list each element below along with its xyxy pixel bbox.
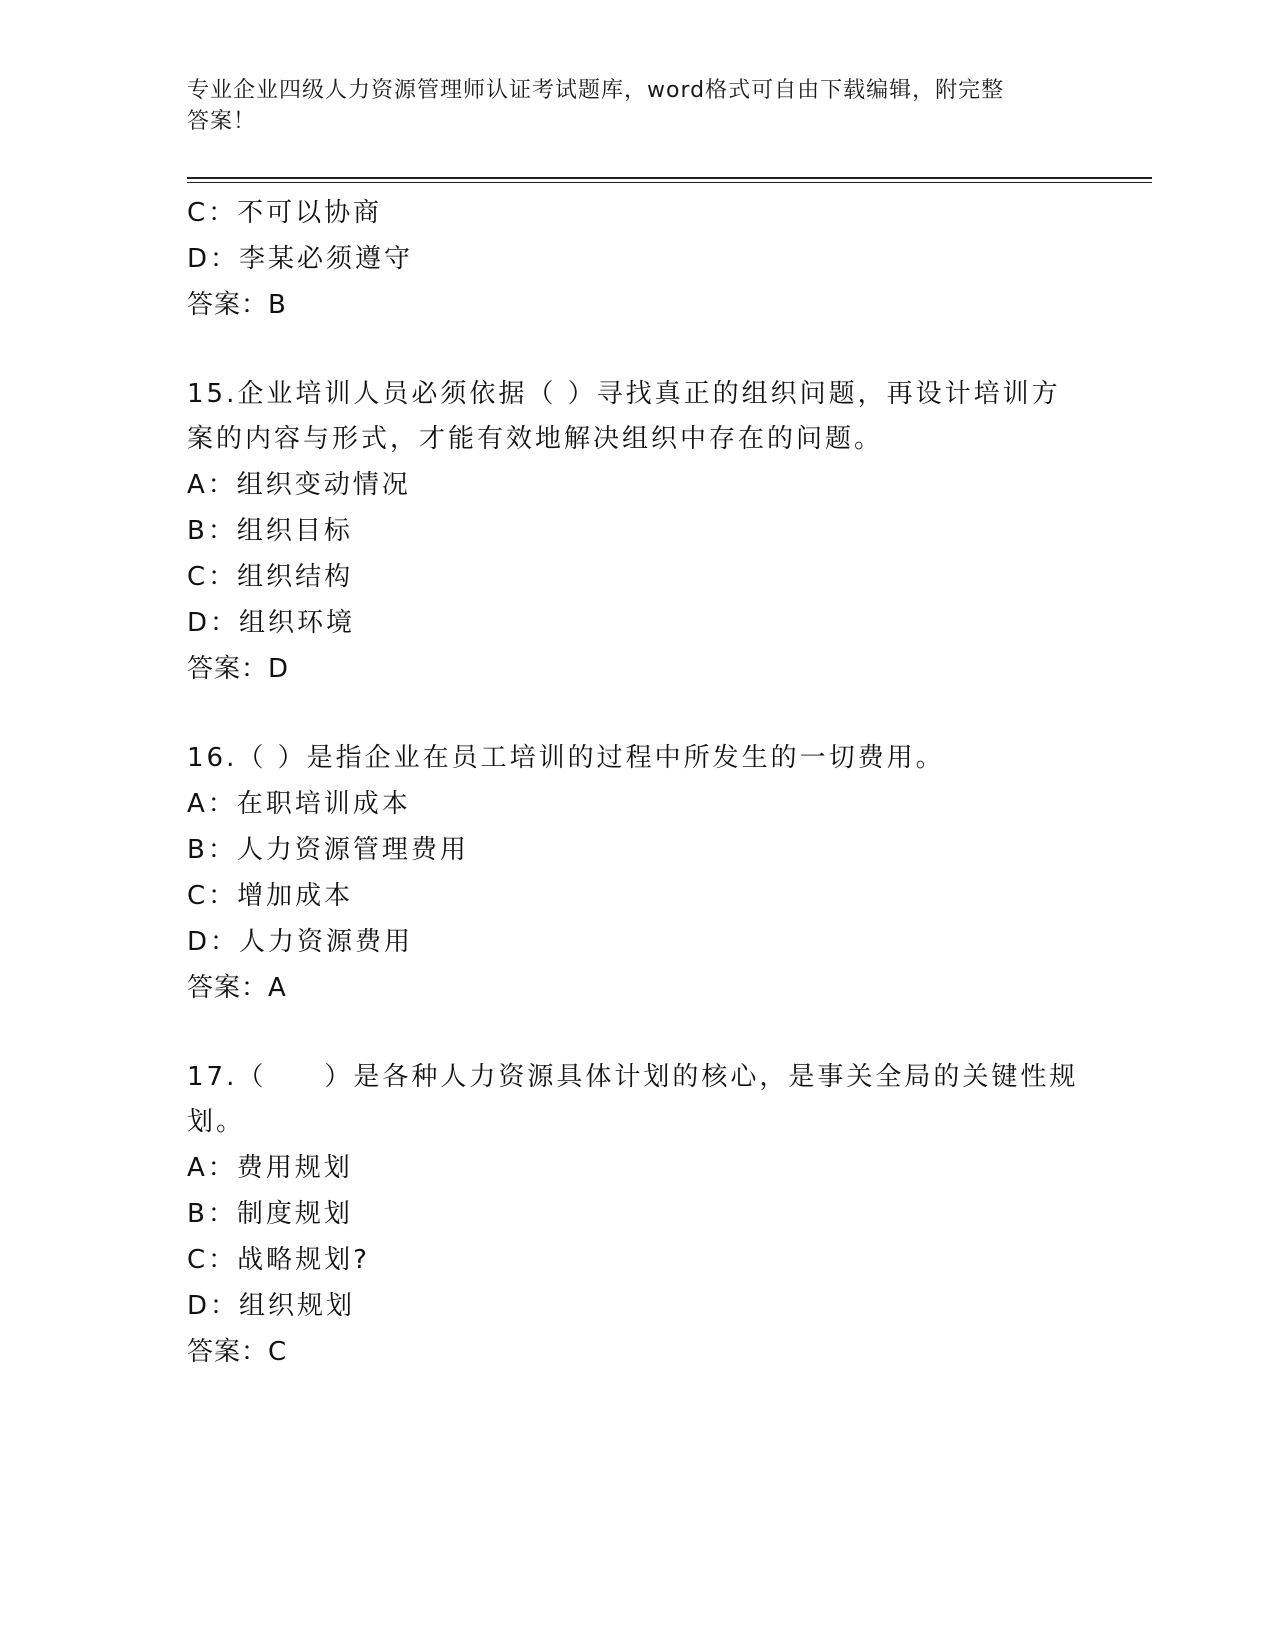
option-c: C：不可以协商 <box>187 198 383 228</box>
option-b: B：制度规划 <box>187 1199 353 1229</box>
question-block-prev <box>187 190 1087 328</box>
answer-line: 答案：D <box>187 654 290 684</box>
option-d: D：人力资源费用 <box>187 927 414 957</box>
question-stem-line-1: 16.（ ）是指企业在员工培训的过程中所发生的一切费用。 <box>187 743 945 773</box>
question-stem-line-2: 划。 <box>187 1107 246 1137</box>
spacer <box>187 328 1087 372</box>
header-rule-thin <box>187 182 1152 183</box>
spacer <box>187 1011 1087 1055</box>
option-d: D：李某必须遵守 <box>187 244 414 274</box>
question-stem-line-1: 17.（ ）是各种人力资源具体计划的核心，是事关全局的关键性规 <box>187 1062 1079 1092</box>
question-stem-line-1: 15.企业培训人员必须依据（ ）寻找真正的组织问题，再设计培训方 <box>187 379 1061 409</box>
answer-line: 答案：C <box>187 1337 288 1367</box>
header-line-1: 专业企业四级人力资源管理师认证考试题库，word格式可自由下载编辑，附完整 <box>187 78 1005 103</box>
option-b: B：人力资源管理费用 <box>187 835 469 865</box>
question-block-17 <box>187 1055 1087 1375</box>
option-b: B：组织目标 <box>187 516 353 546</box>
option-a: A：组织变动情况 <box>187 470 411 500</box>
question-content <box>187 190 1087 1375</box>
question-block-16 <box>187 736 1087 1011</box>
answer-line: 答案：A <box>187 973 287 1003</box>
page-header <box>187 75 1067 137</box>
answer-line: 答案：B <box>187 290 287 320</box>
option-d: D：组织规划 <box>187 1291 356 1321</box>
option-a: A：费用规划 <box>187 1153 353 1183</box>
header-rule-thick <box>187 177 1152 179</box>
option-a: A：在职培训成本 <box>187 789 411 819</box>
spacer <box>187 692 1087 736</box>
option-c: C：战略规划? <box>187 1245 370 1275</box>
question-stem-line-2: 案的内容与形式，才能有效地解决组织中存在的问题。 <box>187 424 884 454</box>
option-c: C：增加成本 <box>187 881 354 911</box>
option-d: D：组织环境 <box>187 608 356 638</box>
option-c: C：组织结构 <box>187 562 354 592</box>
header-line-2: 答案！ <box>187 109 257 134</box>
question-block-15 <box>187 372 1087 692</box>
